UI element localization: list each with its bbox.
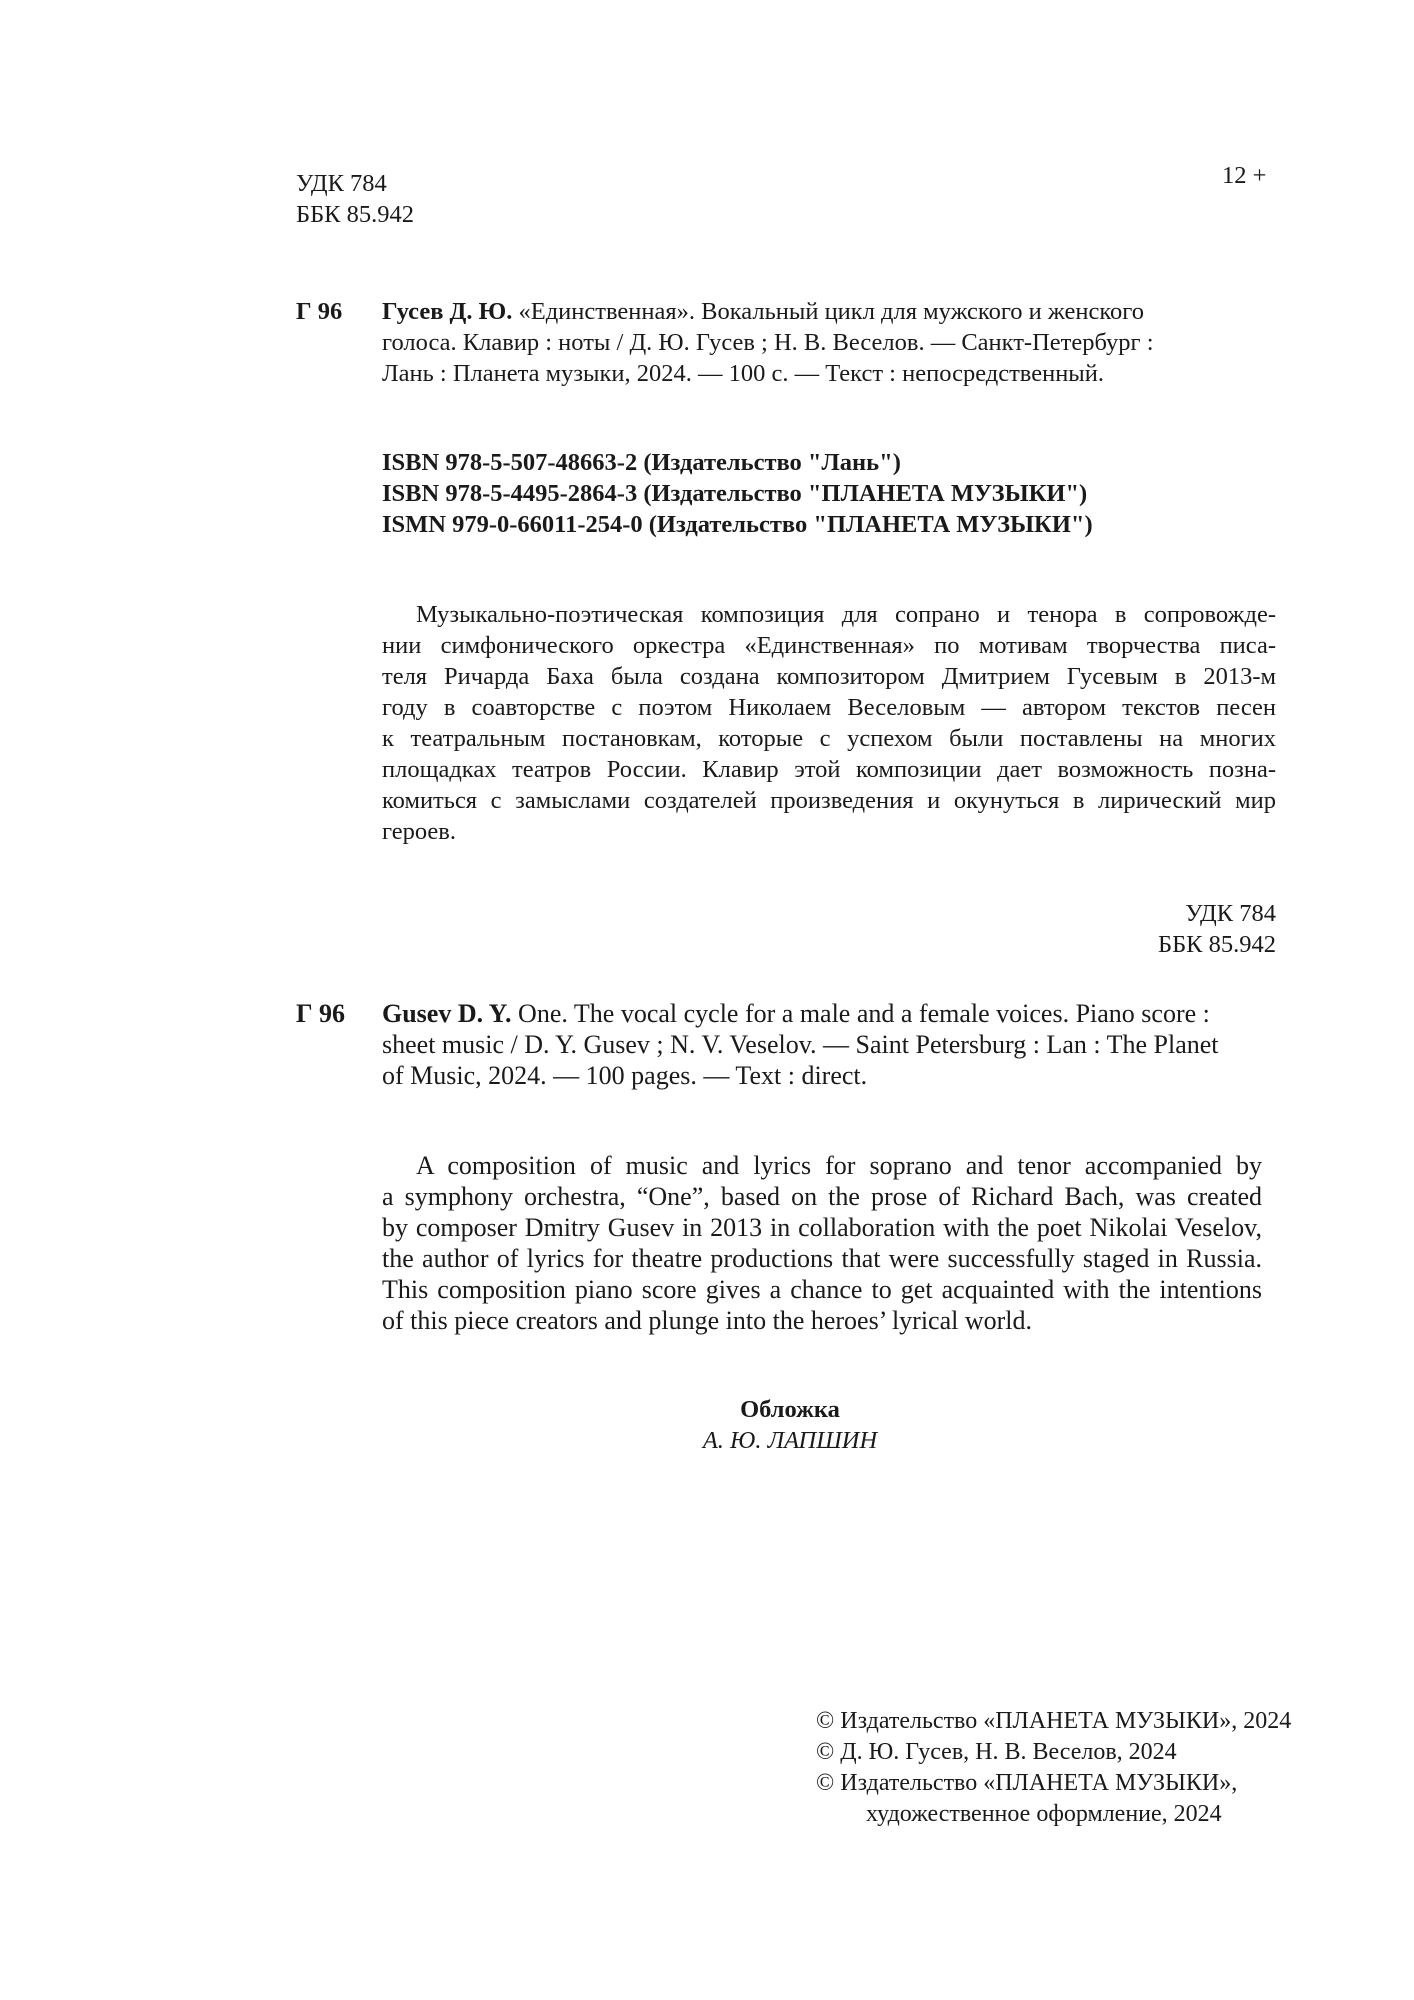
ru-abstract-line: теля Ричарда Баха была создана композитором Дмитрием Гусевым в 2013-м <box>382 663 1276 690</box>
en-abstract-line: by composer Dmitry Gusev in 2013 in collaboration with the poet Nikolai Veselov, <box>382 1213 1262 1242</box>
en-abstract <box>382 1150 1262 1336</box>
copyright-line: художественное оформление, 2024 <box>866 1801 1222 1827</box>
en-abstract-line: a symphony orchestra, “One”, based on the prose of Richard Bach, was created <box>382 1182 1262 1211</box>
ru-abstract-line: году в соавторстве с поэтом Николаем Веселовым — автором текстов песен <box>382 694 1276 721</box>
ru-abstract-line: нии симфонического оркестра «Единственная» по мотивам творчества писа- <box>382 632 1276 659</box>
en-record-title: One. The vocal cycle for a male and a female voices. Piano score : <box>511 999 1210 1028</box>
en-abstract-line: A composition of music and lyrics for soprano and tenor accompanied by <box>416 1151 1262 1180</box>
en-abstract-line: of this piece creators and plunge into the heroes’ lyrical world. <box>382 1306 1033 1335</box>
ru-record-line-3: Лань : Планета музыки, 2024. — 100 с. — Текст : непосредственный. <box>382 360 1105 387</box>
ru-abstract-line: героев. <box>382 818 456 845</box>
ru-abstract-line: Музыкально-поэтическая композиция для сопрано и тенора в сопровожде- <box>416 601 1276 628</box>
copyright-line: © Издательство «ПЛАНЕТА МУЗЫКИ», 2024 <box>816 1708 1292 1734</box>
ru-record-continuation <box>382 327 1246 389</box>
copyright-line: © Д. Ю. Гусев, Н. В. Веселов, 2024 <box>816 1739 1177 1765</box>
en-record-line-2: sheet music / D. Y. Gusev ; N. V. Veselov. — Saint Petersburg : Lan : The Planet <box>382 1030 1219 1059</box>
cover-credit <box>640 1394 940 1456</box>
top-classification-codes <box>296 168 414 230</box>
ru-record-line-1 <box>382 296 1246 327</box>
isbn-line-lan: ISBN 978-5-507-48663-2 (Издательство "Лань") <box>382 449 901 476</box>
right-classification-codes <box>1000 898 1276 960</box>
en-abstract-line: the author of lyrics for theatre productions that were successfully staged in Russia. <box>382 1244 1262 1273</box>
bbk-code-right: ББК 85.942 <box>1158 931 1276 958</box>
copyright-block <box>816 1706 1292 1830</box>
ru-author-mark: Г 96 <box>296 298 343 325</box>
ru-record-line-2: голоса. Клавир : ноты / Д. Ю. Гусев ; Н. В. Веселов. — Санкт-Петербург : <box>382 329 1154 356</box>
ru-record-title: «Единственная». Вокальный цикл для мужского и женского <box>512 298 1144 325</box>
udk-code: УДК 784 <box>296 170 387 197</box>
udk-code-right: УДК 784 <box>1185 900 1276 927</box>
isbn-line-planeta: ISBN 978-5-4495-2864-3 (Издательство "ПЛАНЕТА МУЗЫКИ") <box>382 480 1088 507</box>
ismn-line-planeta: ISMN 979-0-66011-254-0 (Издательство "ПЛАНЕТА МУЗЫКИ") <box>382 511 1093 538</box>
ru-abstract-line: площадках театров России. Клавир этой композиции дает возможность позна- <box>382 756 1276 783</box>
cover-label: Обложка <box>740 1396 840 1423</box>
bbk-code: ББК 85.942 <box>296 201 414 228</box>
en-record-author: Gusev D. Y. <box>382 999 512 1028</box>
en-bibliographic-record <box>382 998 1276 1091</box>
ru-record-author: Гусев Д. Ю. <box>382 298 513 325</box>
en-abstract-line: This composition piano score gives a chance to get acquainted with the intentions <box>382 1275 1262 1304</box>
cover-artist: А. Ю. ЛАПШИН <box>702 1427 878 1454</box>
ru-abstract-line: к театральным постановкам, которые с успехом были поставлены на многих <box>382 725 1276 752</box>
en-record-line-1 <box>382 998 1276 1029</box>
copyright-line: © Издательство «ПЛАНЕТА МУЗЫКИ», <box>816 1770 1238 1796</box>
en-record-line-3: of Music, 2024. — 100 pages. — Text : direct. <box>382 1061 868 1090</box>
isbn-block <box>382 447 1093 540</box>
ru-bibliographic-record <box>382 296 1246 327</box>
ru-abstract-line: комиться с замыслами создателей произведения и окунуться в лирический мир <box>382 787 1276 814</box>
ru-abstract <box>382 599 1276 847</box>
en-author-mark: Г 96 <box>296 999 346 1028</box>
age-rating: 12 + <box>1222 162 1267 189</box>
